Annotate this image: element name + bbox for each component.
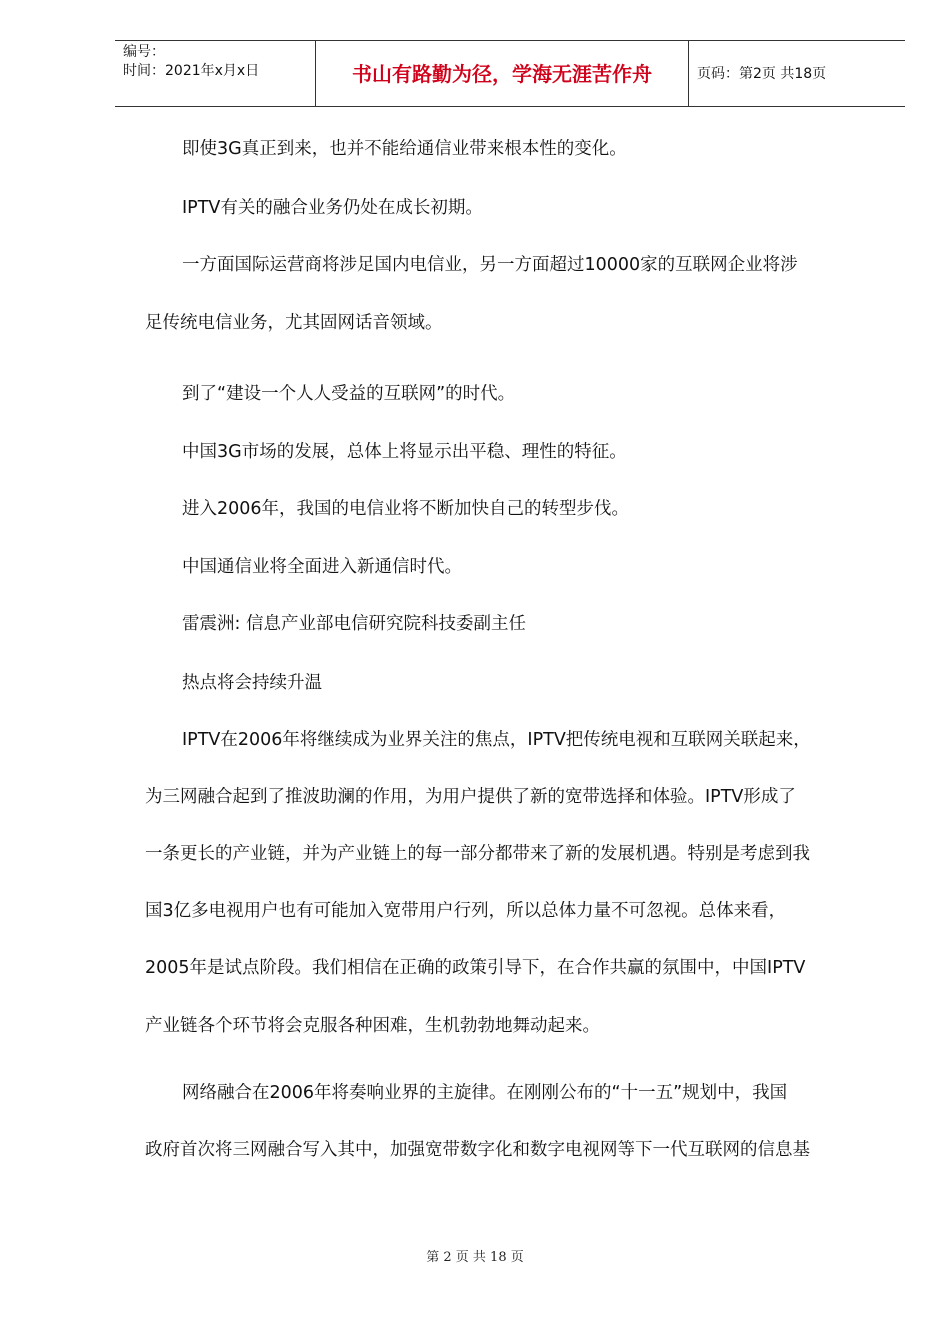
paragraph-line: 进入2006年，我国的电信业将不断加快自己的转型步伐。 <box>182 499 630 519</box>
section-heading: 热点将会持续升温 <box>182 673 322 693</box>
paragraph-line: 一条更长的产业链，并为产业链上的每一部分都带来了新的发展机遇。特别是考虑到我 <box>145 844 810 864</box>
paragraph-line: 政府首次将三网融合写入其中，加强宽带数字化和数字电视网等下一代互联网的信息基 <box>145 1140 810 1160</box>
paragraph-line: 足传统电信业务，尤其固网话音领域。 <box>145 313 443 333</box>
paragraph-line: 中国3G市场的发展，总体上将显示出平稳、理性的特征。 <box>182 442 627 462</box>
header-page-info: 页码：第2页 共18页 <box>697 66 827 82</box>
paragraph-line: 雷震洲: 信息产业部电信研究院科技委副主任 <box>182 614 526 634</box>
paragraph-line: IPTV在2006年将继续成为业界关注的焦点，IPTV把传统电视和互联网关联起来， <box>182 730 811 750</box>
page-footer: 第 2 页 共 18 页 <box>426 1250 524 1265</box>
paragraph-line: 到了“建设一个人人受益的互联网”的时代。 <box>182 384 516 404</box>
paragraph-line: 中国通信业将全面进入新通信时代。 <box>182 557 462 577</box>
header-meta <box>115 41 315 107</box>
header-motto: 书山有路勤为径，学海无涯苦作舟 <box>315 41 689 107</box>
paragraph-line: 为三网融合起到了推波助澜的作用，为用户提供了新的宽带选择和体验。IPTV形成了 <box>145 787 796 807</box>
document-date: 时间：2021年x月x日 <box>123 63 260 79</box>
paragraph-line: 一方面国际运营商将涉足国内电信业，另一方面超过10000家的互联网企业将涉 <box>182 255 798 275</box>
paragraph-line: 即使3G真正到来，也并不能给通信业带来根本性的变化。 <box>182 139 627 159</box>
paragraph-line: IPTV有关的融合业务仍处在成长初期。 <box>182 198 483 218</box>
page-header <box>115 40 905 107</box>
paragraph-line: 国3亿多电视用户也有可能加入宽带用户行列，所以总体力量不可忽视。总体来看， <box>145 901 787 921</box>
document-number-label: 编号： <box>123 44 165 60</box>
paragraph-line: 网络融合在2006年将奏响业界的主旋律。在刚刚公布的“十一五”规划中，我国 <box>182 1083 788 1103</box>
paragraph-line: 2005年是试点阶段。我们相信在正确的政策引导下，在合作共赢的氛围中，中国IPTV <box>145 958 806 978</box>
paragraph-line: 产业链各个环节将会克服各种困难，生机勃勃地舞动起来。 <box>145 1016 600 1036</box>
